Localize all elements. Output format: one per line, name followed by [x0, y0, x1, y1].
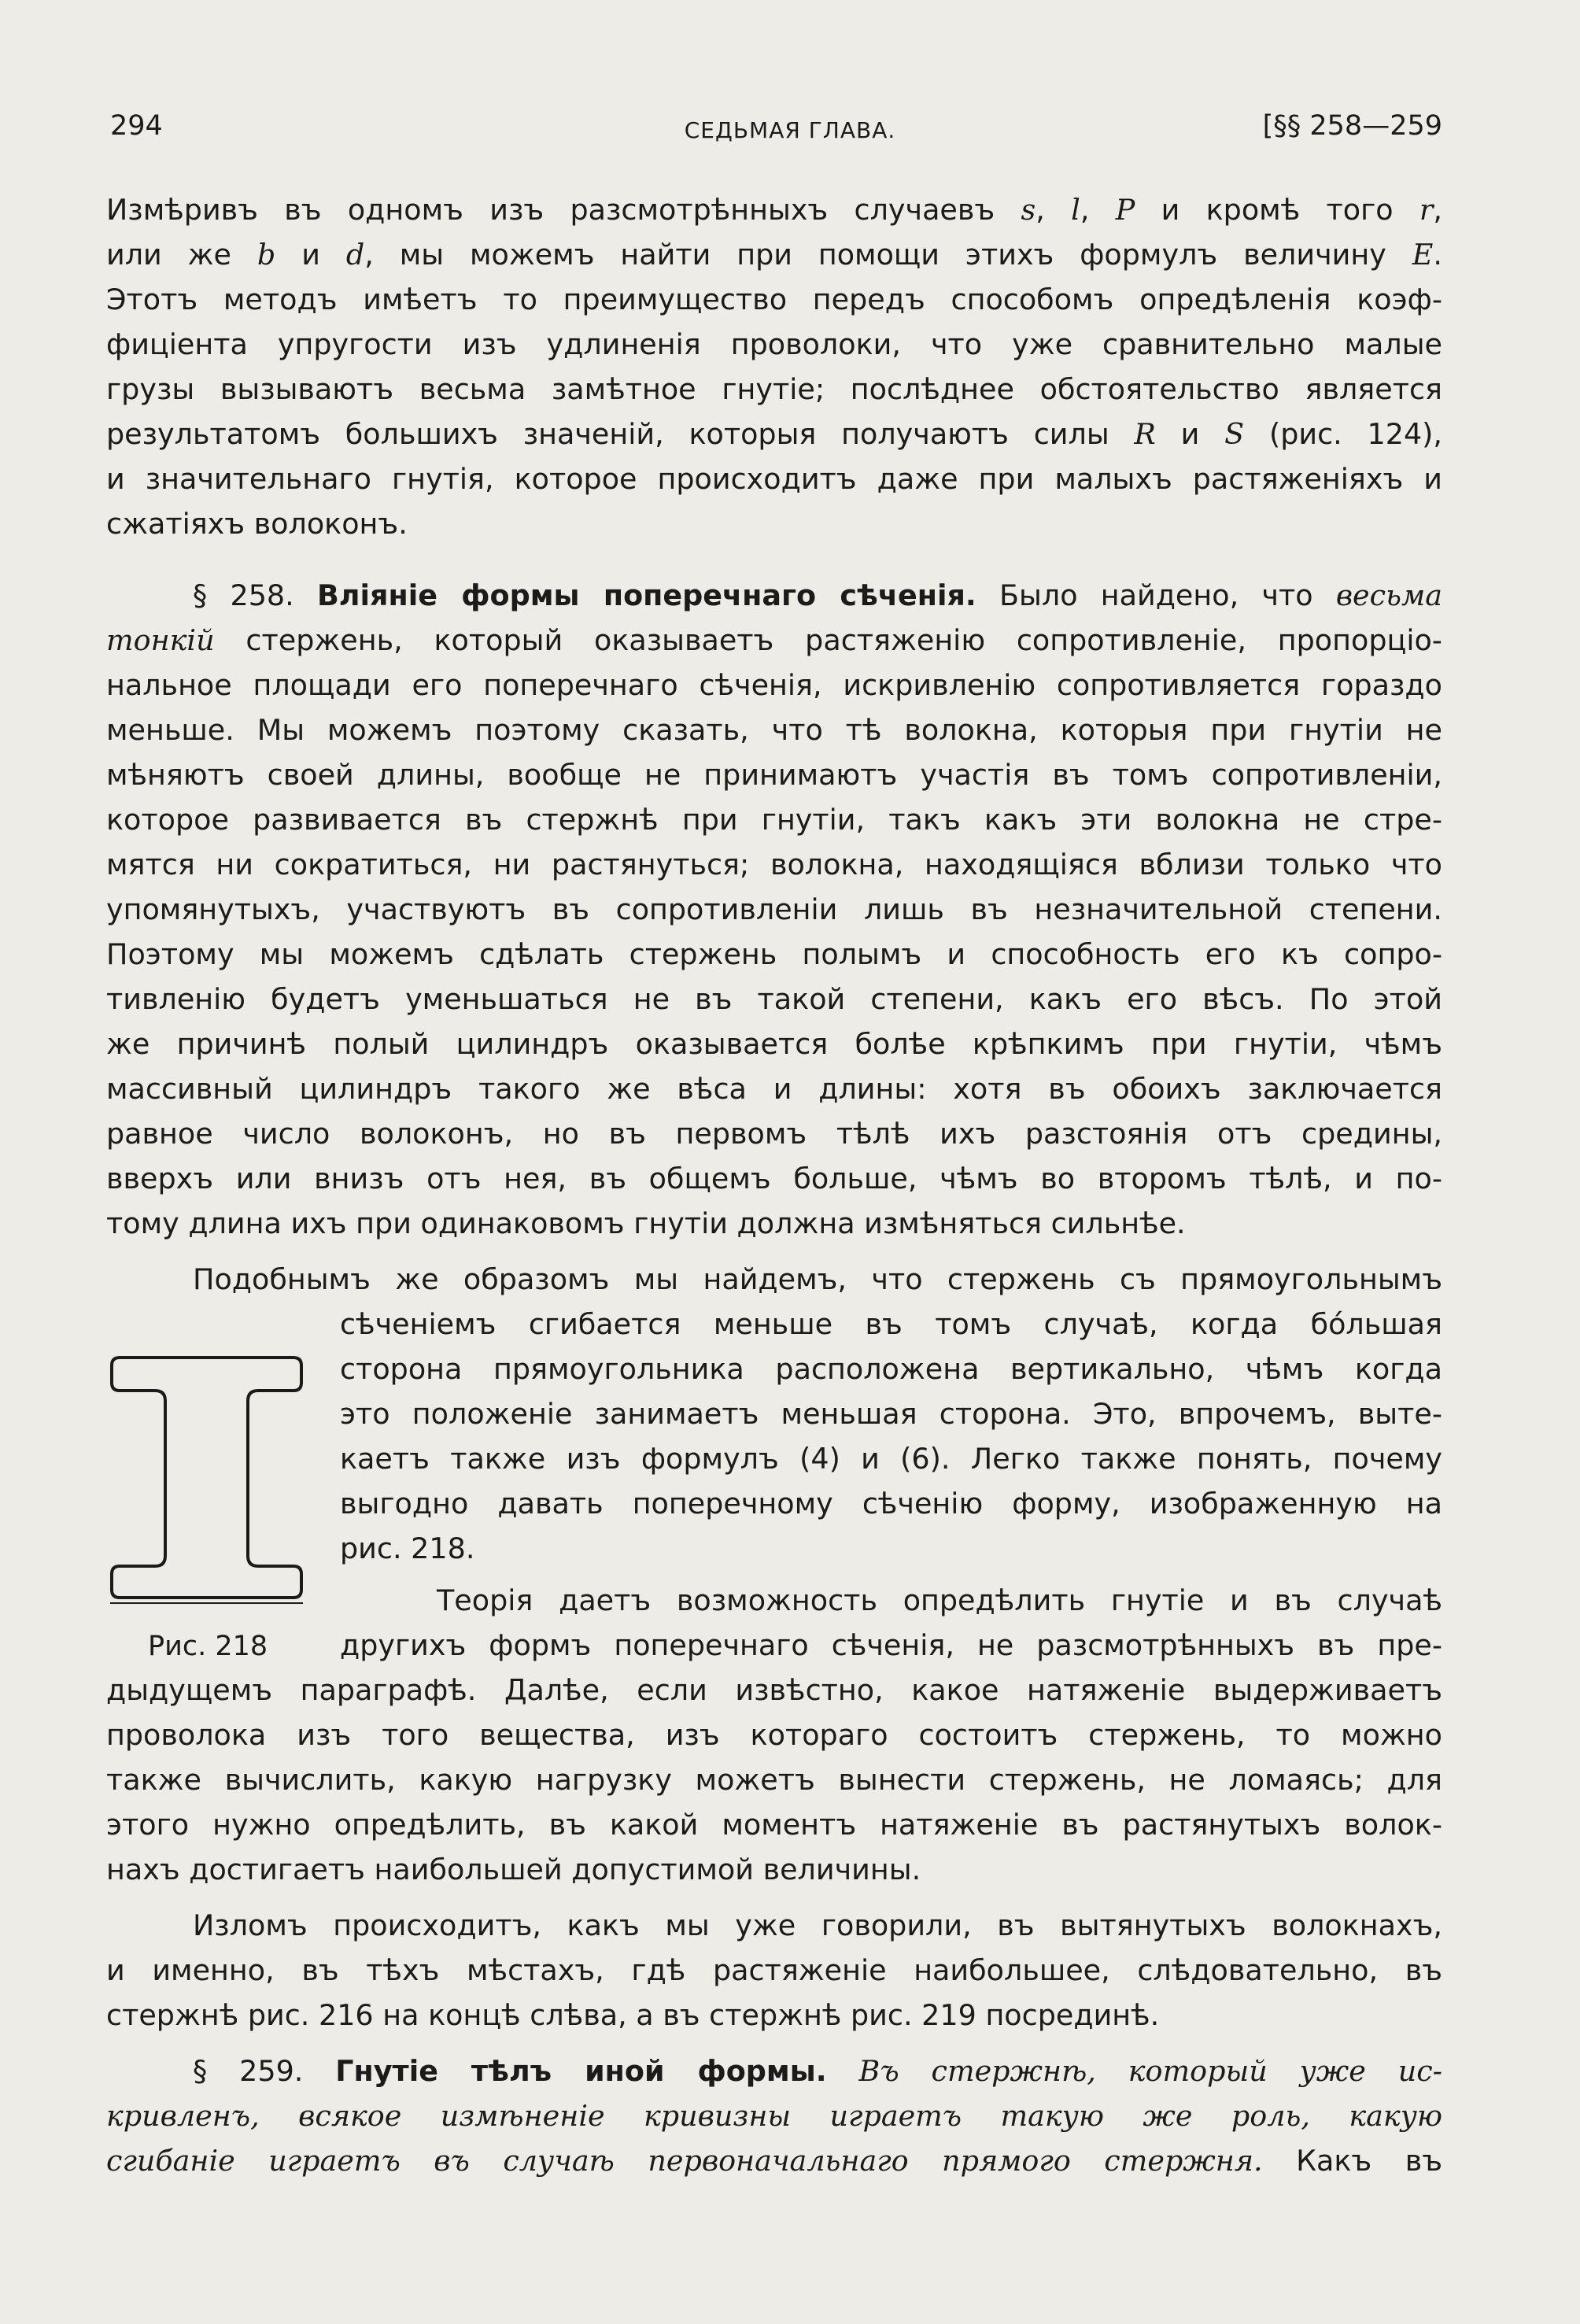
text-line: меньше. Мы можемъ поэтому сказать, что тѣ волокна, которыя при гнутіи не	[106, 713, 1442, 747]
text-line: и именно, въ тѣхъ мѣстахъ, гдѣ растяженіе наибольшее, слѣдовательно, въ	[106, 1953, 1442, 1987]
text-line: стержнѣ рис. 216 на концѣ слѣва, а въ стержнѣ рис. 219 посрединѣ.	[106, 1998, 1160, 2032]
text-line: нальное площади его поперечнаго сѣченія, искривленію сопротивляется гораздо	[106, 668, 1442, 702]
figure-caption: Рис. 218	[148, 1631, 268, 1662]
text-line: тому длина ихъ при одинаковомъ гнутіи должна измѣняться сильнѣе.	[106, 1206, 1186, 1240]
text-line: Изломъ происходитъ, какъ мы уже говорили, въ вытянутыхъ волокнахъ,	[193, 1908, 1442, 1942]
text-line: и значительнаго гнутія, которое происходитъ даже при малыхъ растяженіяхъ и	[106, 462, 1442, 496]
text-line: рис. 218.	[340, 1531, 475, 1565]
text-line: это положеніе занимаетъ меньшая сторона. Это, впрочемъ, выте-	[340, 1397, 1442, 1431]
page-number: 294	[110, 110, 163, 142]
text-line: также вычислить, какую нагрузку можетъ вынести стержень, не ломаясь; для	[106, 1763, 1442, 1797]
section-heading-line: § 259. Гнутіе тѣлъ иной формы. Въ стержнѣ, который уже ис-	[193, 2054, 1442, 2088]
text-line: сѣченіемъ сгибается меньше въ томъ случаѣ, когда бо́льшая	[340, 1307, 1442, 1341]
text-line: Подобнымъ же образомъ мы найдемъ, что стержень съ прямоугольнымъ	[193, 1262, 1442, 1296]
text-line: тонкій стержень, который оказываетъ растяженію сопротивленіе, пропорціо-	[106, 623, 1442, 657]
text-line: же причинѣ полый цилиндръ оказывается болѣе крѣпкимъ при гнутіи, чѣмъ	[106, 1027, 1442, 1061]
text-line: или же b и d, мы можемъ найти при помощи этихъ формулъ величину E.	[106, 238, 1443, 272]
text-line: сгибаніе играетъ въ случаѣ первоначальнаго прямого стержня. Какъ въ	[106, 2144, 1442, 2178]
text-line: Теорія даетъ возможность опредѣлить гнутіе и въ случаѣ	[437, 1583, 1442, 1617]
section-range: [§§ 258—259	[1262, 110, 1442, 142]
text-line: другихъ формъ поперечнаго сѣченія, не разсмотрѣнныхъ въ пре-	[340, 1628, 1442, 1662]
text-line: упомянутыхъ, участвуютъ въ сопротивленіи лишь въ незначительной степени.	[106, 892, 1442, 926]
text-line: сторона прямоугольника расположена вертикально, чѣмъ когда	[340, 1352, 1442, 1386]
text-line: мѣняютъ своей длины, вообще не принимаютъ участія въ томъ сопротивленіи,	[106, 758, 1442, 792]
text-line: кривленъ, всякое измѣненіе кривизны играетъ такую же роль, какую	[106, 2099, 1442, 2133]
chapter-title: СЕДЬМАЯ ГЛАВА.	[684, 117, 896, 143]
text-line: нахъ достигаетъ наибольшей допустимой величины.	[106, 1853, 921, 1886]
text-line: проволока изъ того вещества, изъ котораго состоитъ стержень, то можно	[106, 1718, 1442, 1752]
text-line: выгодно давать поперечному сѣченію форму, изображенную на	[340, 1487, 1442, 1520]
text-line: сжатіяхъ волоконъ.	[106, 507, 408, 541]
text-line: Поэтому мы можемъ сдѣлать стержень полымъ и способность его къ сопро-	[106, 937, 1442, 971]
section-number: § 259.	[193, 2054, 304, 2088]
i-beam-cross-section-figure	[110, 1350, 315, 1609]
text-line: массивный цилиндръ такого же вѣса и длины: хотя въ обоихъ заключается	[106, 1072, 1442, 1106]
section-number: § 258.	[193, 578, 294, 612]
text-line: дыдущемъ параграфѣ. Далѣе, если извѣстно, какое натяженіе выдерживаетъ	[106, 1673, 1442, 1707]
text-line: вверхъ или внизъ отъ нея, въ общемъ больше, чѣмъ во второмъ тѣлѣ, и по-	[106, 1162, 1442, 1195]
text-line: Измѣривъ въ одномъ изъ разсмотрѣнныхъ случаевъ s, l, P и кромѣ того r,	[106, 193, 1442, 227]
text-line: результатомъ большихъ значеній, которыя получаютъ силы R и S (рис. 124),	[106, 417, 1443, 451]
text-line: равное число волоконъ, но въ первомъ тѣлѣ ихъ разстоянія отъ средины,	[106, 1117, 1442, 1151]
text-line: каетъ также изъ формулъ (4) и (6). Легко также понять, почему	[340, 1442, 1442, 1476]
section-title: Гнутіе тѣлъ иной формы.	[335, 2054, 827, 2088]
text-line: фиціента упругости изъ удлиненія проволоки, что уже сравнительно малые	[106, 327, 1442, 361]
text-line: грузы вызываютъ весьма замѣтное гнутіе; послѣднее обстоятельство является	[106, 372, 1442, 406]
text-line: тивленію будетъ уменьшаться не въ такой степени, какъ его вѣсъ. По этой	[106, 982, 1442, 1016]
section-title: Вліяніе формы поперечнаго сѣченія.	[316, 578, 976, 612]
text-line: которое развивается въ стержнѣ при гнутіи, такъ какъ эти волокна не стре-	[106, 803, 1442, 837]
text-line: этого нужно опредѣлить, въ какой моментъ натяженіе въ растянутыхъ волок-	[106, 1808, 1442, 1842]
text-line: Этотъ методъ имѣетъ то преимущество передъ способомъ опредѣленія коэф-	[106, 283, 1442, 316]
text-line: мятся ни сократиться, ни растянуться; волокна, находящіяся вблизи только что	[106, 848, 1442, 881]
section-heading-line: § 258. Вліяніе формы поперечнаго сѣченія. Было найдено, что весьма	[193, 578, 1442, 612]
